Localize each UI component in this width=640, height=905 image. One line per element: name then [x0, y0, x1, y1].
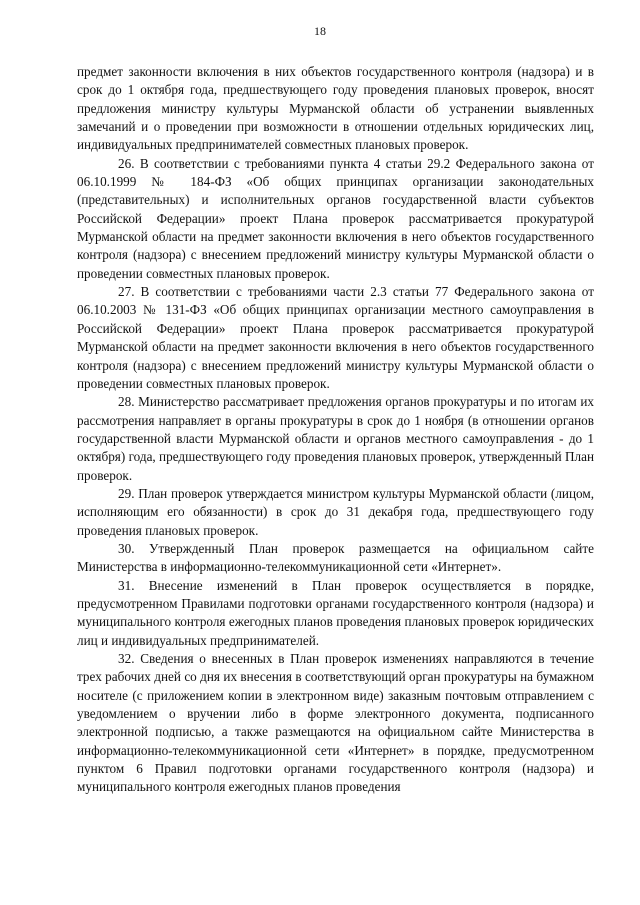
paragraph-continuation: предмет законности включения в них объектов государственного контроля (надзора) и в срок до 1 октября года, предшествующего году проведения плановых проверок, вносят предложения министру культуры Мурманской области об устранении выявленных замечаний и о проведении при возможности в отношении отдельных юридических лиц, индивидуальных предпринимателей совместных плановых проверок. — [77, 64, 594, 153]
paragraph-26: 26. В соответствии с требованиями пункта 4 статьи 29.2 Федерального закона от 06.10.1999 № 184-ФЗ «Об общих принципах организации законодательных (представительных) и исполнительных органов государственной власти субъектов Российской Федерации» проект Плана проверок рассматривается прокуратурой Мурманской области на предмет законности включения в него объектов государственного контроля (надзора) с внесением предложений министру культуры Мурманской области о проведении совместных плановых проверок. — [77, 155, 594, 281]
page-number: 18 — [314, 24, 326, 38]
paragraph-29: 29. План проверок утверждается министром культуры Мурманской области (лицом, исполняющим его обязанности) в срок до 31 декабря года, предшествующего году проведения плановых проверок. — [77, 485, 594, 538]
paragraph-30: 30. Утвержденный План проверок размещается на официальном сайте Министерства в информационно-телекоммуникационной сети «Интернет». — [77, 540, 594, 575]
document-body — [77, 63, 594, 797]
paragraph-31: 31. Внесение изменений в План проверок осуществляется в порядке, предусмотренном Правилами подготовки органами государственного контроля (надзора) и муниципального контроля ежегодных планов проведения плановых проверок юридических лиц и индивидуальных предпринимателей. — [77, 577, 594, 648]
paragraph-32: 32. Сведения о внесенных в План проверок изменениях направляются в течение трех рабочих дней со дня их внесения в соответствующий орган прокуратуры на бумажном носителе (с приложением копии в электронном виде) заказным почтовым отправлением с уведомлением о вручении либо в форме электронного документа, подписанного электронной подписью, а также размещаются на официальном сайте Министерства в информационно-телекоммуникационной сети «Интернет» в порядке, предусмотренном пунктом 6 Правил подготовки органами государственного контроля (надзора) и муниципального контроля ежегодных планов проведения — [77, 651, 594, 795]
paragraph-28: 28. Министерство рассматривает предложения органов прокуратуры и по итогам их рассмотрения направляет в органы прокуратуры в срок до 1 ноября (в отношении органов государственной власти Мурманской области и органов местного самоуправления - до 1 октября) года, предшествующего году проведения плановых проверок, утвержденный План проверок. — [77, 394, 594, 483]
paragraph-27: 27. В соответствии с требованиями части 2.3 статьи 77 Федерального закона от 06.10.2003 № 131-ФЗ «Об общих принципах организации местного самоуправления в Российской Федерации» проект Плана проверок рассматривается прокуратурой Мурманской области на предмет законности включения в него объектов государственного контроля (надзора) с внесением предложений министру культуры Мурманской области о проведении совместных плановых проверок. — [77, 284, 594, 391]
